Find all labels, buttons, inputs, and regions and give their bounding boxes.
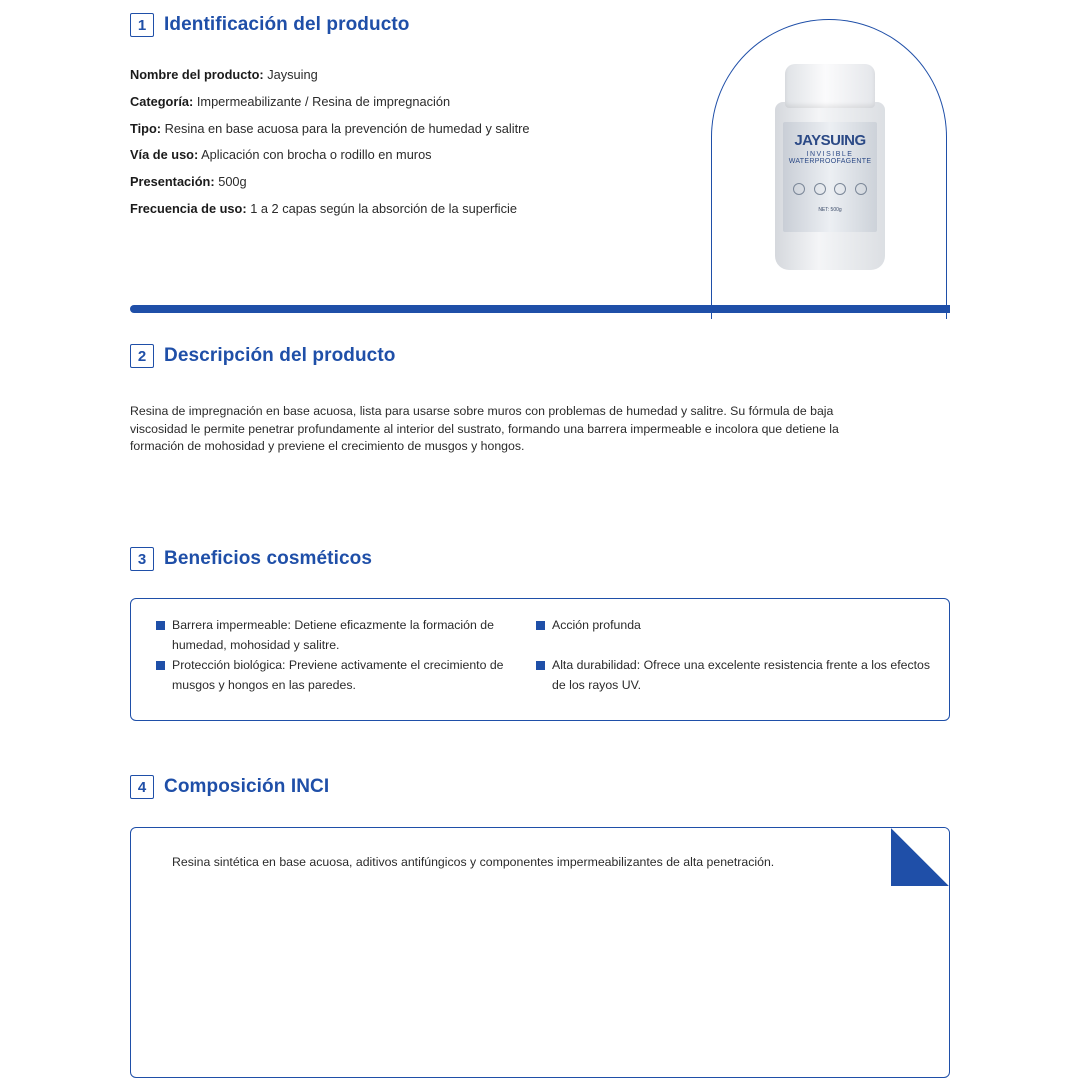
benefit-text: Barrera impermeable: Detiene eficazmente la formación de humedad, mohosidad y salitre. [172,618,494,652]
benefit-text: Alta durabilidad: Ofrece una excelente resistencia frente a los efectos de los rayos UV. [552,658,931,692]
field-frecuencia [130,196,530,223]
benefit-item [536,656,932,695]
field-tipo [130,116,530,143]
field-label: Presentación: [130,174,215,190]
field-nombre [130,62,530,89]
section-beneficios-header [130,547,372,571]
product-fields [130,62,530,223]
bullet-square-icon [156,621,165,630]
field-label: Categoría: [130,93,194,109]
jar-line1: INVISIBLE [806,151,854,158]
field-label: Tipo: [130,120,162,136]
feature-icon [855,183,867,195]
section-identificacion-header [130,13,410,37]
jar-feature-icons [783,183,877,195]
field-value: 500g [214,174,247,190]
inci-text: Resina sintética en base acuosa, aditivos antifúngicos y componentes impermeabilizantes de alta penetración. [172,855,775,869]
section-composicion-header [130,775,329,799]
feature-icon [793,183,805,195]
bullet-square-icon [156,661,165,670]
jar-brand: JAYSUING [794,132,866,149]
jar-body [775,102,885,270]
field-presentacion [130,169,530,196]
field-via-de-uso [130,142,530,169]
benefit-text: Protección biológica: Previene activamente el crecimiento de musgos y hongos en las paredes. [172,658,504,692]
field-value: Impermeabilizante / Resina de impregnación [193,93,451,109]
feature-icon [834,183,846,195]
feature-icon [814,183,826,195]
benefit-item [156,656,532,695]
field-value: Jaysuing [263,67,318,82]
section-number: 1 [130,13,154,37]
jar-size: NET: 500g [818,207,842,213]
product-jar-image [771,64,889,274]
field-label: Frecuencia de uso: [130,200,247,216]
field-value: Resina en base acuosa para la prevención de humedad y salitre [161,120,530,136]
field-label: Vía de uso: [130,147,199,163]
benefit-item [536,616,932,636]
section-divider-bar [130,305,950,313]
field-value: Aplicación con brocha o rodillo en muros [198,147,432,163]
description-text: Resina de impregnación en base acuosa, lista para usarse sobre muros con problemas de humedad y salitre. Su fórmula de baja viscosidad le permite penetrar profundamente al interior del sustrato, formando una barrera impermeable e incolora que detiene la formación de mohosidad y previene el crecimiento de musgos y hongos. [130,404,839,453]
jar-line2: WATERPROOFAGENTE [788,158,872,165]
section-title: Composición INCI [164,776,330,797]
field-label: Nombre del producto: [130,67,264,82]
bullet-square-icon [536,621,545,630]
section-descripcion-header [130,344,396,368]
jar-label [783,122,877,232]
jar-lid [785,64,875,108]
field-value: 1 a 2 capas según la absorción de la superficie [246,200,517,216]
section-number: 2 [130,344,154,368]
section-number: 4 [130,775,154,799]
field-categoria [130,89,530,116]
section-title: Beneficios cosméticos [164,548,373,569]
section-title: Descripción del producto [164,345,396,366]
section-title: Identificación del producto [164,14,410,35]
page-fold-corner-icon [891,828,949,886]
benefit-item [156,616,532,655]
bullet-square-icon [536,661,545,670]
benefit-text: Acción profunda [552,618,641,632]
section-number: 3 [130,547,154,571]
